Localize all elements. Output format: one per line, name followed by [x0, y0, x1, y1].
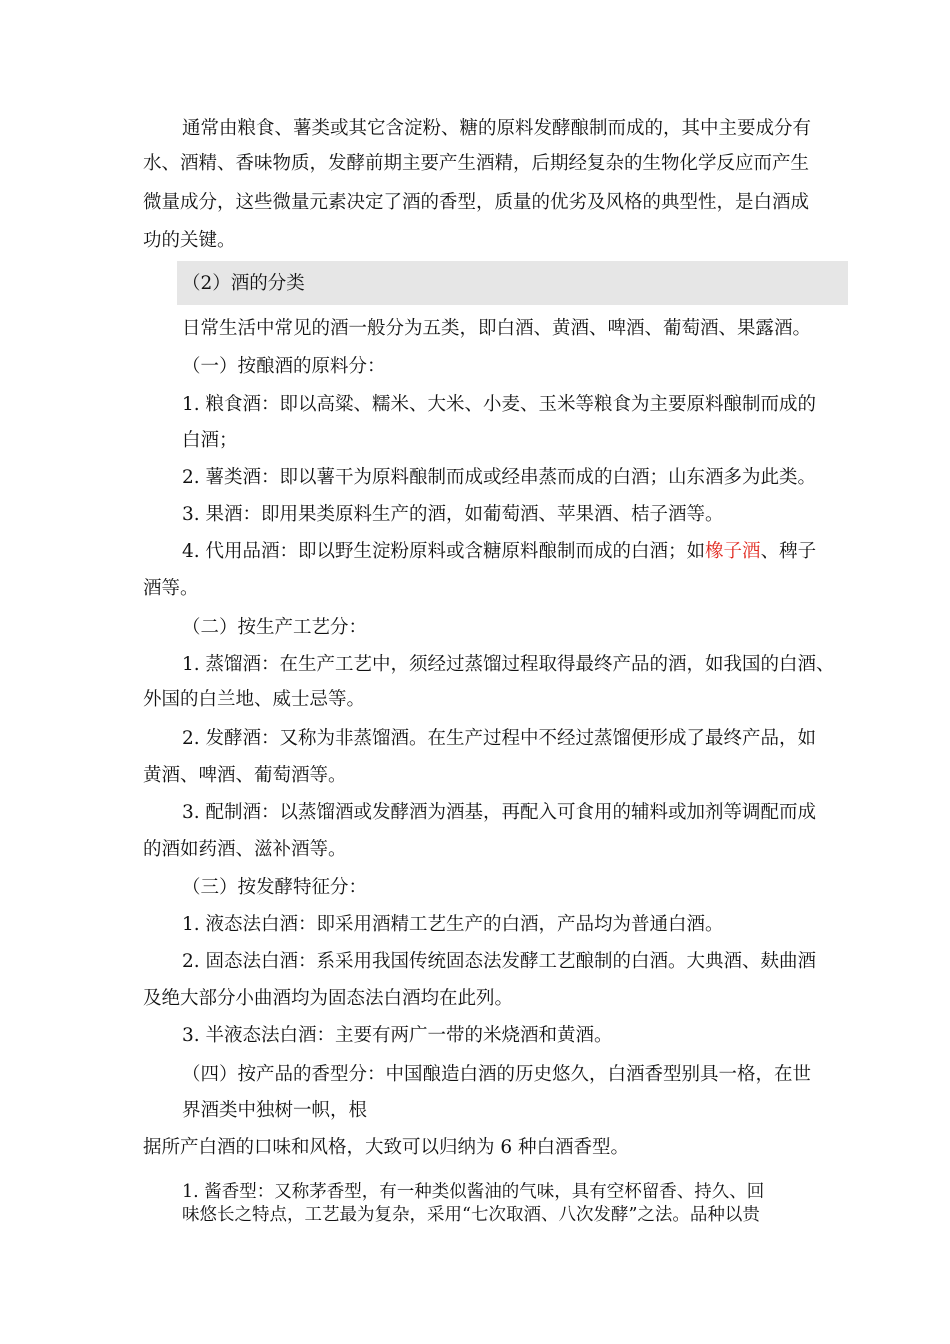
sec2-title: （二）按生产工艺分：: [182, 617, 368, 638]
highlighted-term: 橡子酒: [705, 541, 761, 562]
intro-line-4: 功的关键。: [143, 230, 236, 251]
sec4-title-line3: 据所产白酒的口味和风格，大致可以归纳为 6 种白酒香型。: [143, 1137, 630, 1158]
sec1-item4-text: 4. 代用品酒：即以野生淀粉原料或含糖原料酿制而成的白酒；如: [182, 541, 706, 562]
sec4-title-line2: 界酒类中独树一帜，根: [182, 1100, 368, 1121]
sec1-item3: 3. 果酒：即用果类原料生产的酒，如葡萄酒、苹果酒、桔子酒等。: [182, 504, 724, 525]
sec2-item3-line2: 的酒如药酒、滋补酒等。: [143, 839, 347, 860]
sec1-item4-text-tail: 、稗子: [760, 541, 817, 562]
intro-line-3: 微量成分，这些微量元素决定了酒的香型，质量的优劣及风格的典型性，是白酒成: [143, 192, 810, 213]
sec1-item4-line1: [182, 540, 816, 564]
sec3-item1: 1. 液态法白酒：即采用酒精工艺生产的白酒，产品均为普通白酒。: [182, 914, 724, 935]
intro-line-2: 水、酒精、香味物质，发酵前期主要产生酒精，后期经复杂的生物化学反应而产生: [143, 153, 810, 174]
sec2-item1-line1: 1. 蒸馏酒：在生产工艺中，须经过蒸馏过程取得最终产品的酒，如我国的白酒、: [182, 654, 835, 675]
sec2-item1-line2: 外国的白兰地、威士忌等。: [143, 689, 366, 710]
sec3-item3: 3. 半液态法白酒：主要有两广一带的米烧酒和黄酒。: [182, 1025, 613, 1046]
section-heading: （2）酒的分类: [182, 273, 305, 294]
sec1-item1-line1: 1. 粮食酒：即以高粱、糯米、大米、小麦、玉米等粮食为主要原料酿制而成的: [182, 394, 817, 415]
intro-line-1: 通常由粮食、薯类或其它含淀粉、糖的原料发酵酿制而成的，其中主要成分有: [182, 118, 812, 139]
sec1-title: （一）按酿酒的原料分：: [182, 356, 386, 377]
sec2-item3-line1: 3. 配制酒：以蒸馏酒或发酵酒为酒基，再配入可食用的辅料或加剂等调配而成: [182, 802, 817, 823]
sec2-item2-line1: 2. 发酵酒：又称为非蒸馏酒。在生产过程中不经过蒸馏便形成了最终产品，如: [182, 728, 817, 749]
sec1-item1-line2: 白酒；: [182, 430, 238, 451]
sec3-item2-line2: 及绝大部分小曲酒均为固态法白酒均在此列。: [143, 988, 514, 1009]
sec1-item2: 2. 薯类酒：即以薯干为原料酿制而成或经串蒸而成的白酒；山东酒多为此类。: [182, 467, 817, 488]
sec4-item1-line1: 1. 酱香型：又称茅香型，有一种类似酱油的气味，具有空杯留香、持久、回: [182, 1182, 765, 1202]
sec4-item1-line2: 味悠长之特点，工艺最为复杂，采用“七次取酒、八次发酵”之法。品种以贵: [182, 1205, 760, 1225]
sec2-item2-line2: 黄酒、啤酒、葡萄酒等。: [143, 765, 347, 786]
sec3-item2-line1: 2. 固态法白酒：系采用我国传统固态法发酵工艺酿制的白酒。大典酒、麸曲酒: [182, 951, 817, 972]
sec1-item4-line2: 酒等。: [143, 578, 199, 599]
overview-paragraph: 日常生活中常见的酒一般分为五类，即白酒、黄酒、啤酒、葡萄酒、果露酒。: [182, 318, 812, 339]
sec4-title-line1: （四）按产品的香型分：中国酿造白酒的历史悠久，白酒香型别具一格，在世: [182, 1064, 812, 1085]
sec3-title: （三）按发酵特征分：: [182, 877, 368, 898]
